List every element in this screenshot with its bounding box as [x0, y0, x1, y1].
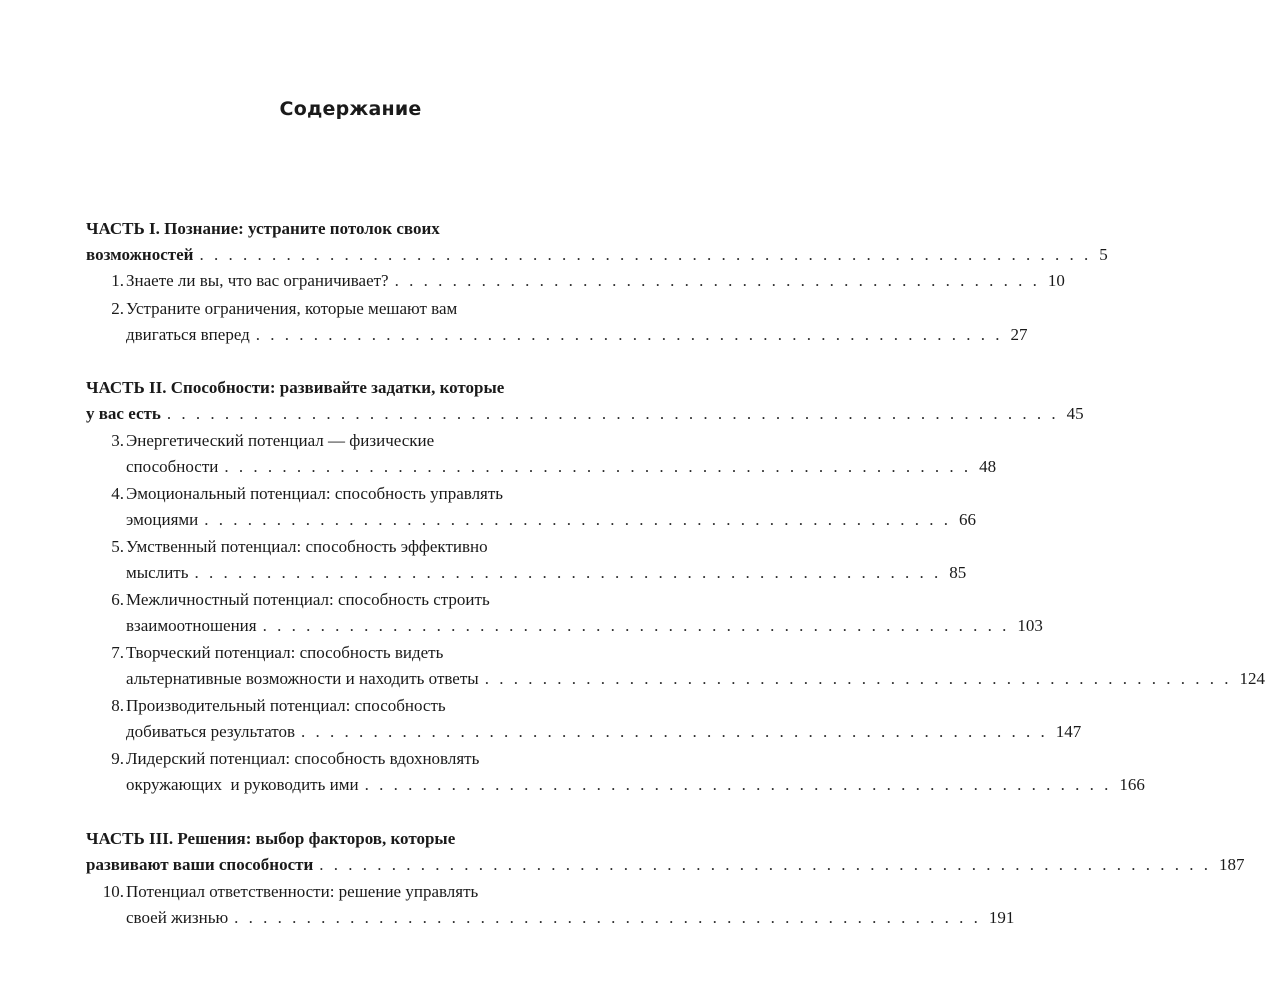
chapter-number: 6.: [111, 590, 124, 609]
page-number: 10: [1047, 271, 1065, 290]
page-number: 187: [1219, 855, 1245, 874]
chapter-number: 2.: [111, 299, 124, 318]
page-title: Содержание: [279, 98, 422, 120]
chapter-title[interactable]: Творческий потенциал: способность видеть: [126, 643, 444, 662]
chapter-number: 3.: [111, 431, 124, 450]
part-1-heading-continued: возможностей: [86, 245, 194, 264]
chapter-number: 4.: [111, 484, 124, 503]
chapter-7-entry[interactable]: [126, 666, 1265, 692]
chapter-title: Знаете ли вы, что вас ограничивает?: [126, 271, 389, 290]
page-number: 66: [959, 510, 977, 529]
chapter-5-entry[interactable]: [126, 560, 967, 586]
leader-dots: . . . . . . . . . . . . . . . . . . . . . . . . . . . . . . . . . . . . . . . . . . . . . . . . . . . . . . . . . . . . . .: [199, 245, 1092, 264]
leader-dots: . . . . . . . . . . . . . . . . . . . . . . . . . . . . . . . . . . . . . . . . . . . . . . . . . . . .: [224, 457, 972, 476]
leader-dots: . . . . . . . . . . . . . . . . . . . . . . . . . . . . . . . . . . . . . . . . . . . . . . . . . . . . . . . . . . . . . .: [166, 404, 1059, 423]
chapter-4-entry[interactable]: [126, 507, 977, 533]
leader-dots: . . . . . . . . . . . . . . . . . . . . . . . . . . . . . . . . . . . . . . . . . . . . . . . . . . . .: [204, 510, 952, 529]
chapter-title[interactable]: Умственный потенциал: способность эффективно: [126, 537, 488, 556]
chapter-title-continued: своей жизнью: [126, 908, 229, 927]
chapter-8-entry[interactable]: [126, 719, 1082, 745]
chapter-title[interactable]: Устраните ограничения, которые мешают вам: [126, 299, 458, 318]
part-3-heading: ЧАСТЬ III. Решения: выбор факторов, которые: [86, 829, 456, 848]
leader-dots: . . . . . . . . . . . . . . . . . . . . . . . . . . . . . . . . . . . . . . . . . . . . . . . . . . . .: [364, 775, 1112, 794]
part-3-entry[interactable]: [86, 852, 1245, 878]
page-number: 147: [1055, 722, 1082, 741]
part-1-entry[interactable]: [86, 242, 1108, 268]
chapter-2-entry[interactable]: [126, 322, 1028, 348]
part-2-heading: ЧАСТЬ II. Способности: развивайте задатки, которые: [86, 378, 505, 397]
chapter-1-entry[interactable]: [126, 268, 1065, 294]
chapter-number: 8.: [111, 696, 124, 715]
leader-dots: . . . . . . . . . . . . . . . . . . . . . . . . . . . . . . . . . . . . . . . . . . . . . . . . . . . .: [194, 563, 942, 582]
part-2-heading-continued: у вас есть: [86, 404, 161, 423]
leader-dots: . . . . . . . . . . . . . . . . . . . . . . . . . . . . . . . . . . . . . . . . . . . . . . . . . . . .: [262, 616, 1010, 635]
page-number: 85: [949, 563, 967, 582]
chapter-number: 5.: [111, 537, 124, 556]
leader-dots: . . . . . . . . . . . . . . . . . . . . . . . . . . . . . . . . . . . . . . . . . . . . . . . . . . . .: [234, 908, 981, 927]
leader-dots: . . . . . . . . . . . . . . . . . . . . . . . . . . . . . . . . . . . . . . . . . . . . . . . . . . . . . . . . . . . . . .: [319, 855, 1212, 874]
page-number: 124: [1239, 669, 1265, 688]
chapter-title[interactable]: Лидерский потенциал: способность вдохновлять: [126, 749, 480, 768]
part-2-entry[interactable]: [86, 401, 1084, 427]
page-number: 45: [1066, 404, 1084, 423]
page-number: 48: [979, 457, 997, 476]
leader-dots: . . . . . . . . . . . . . . . . . . . . . . . . . . . . . . . . . . . . . . . . . . . . . . . . . . . .: [255, 325, 1003, 344]
chapter-3-entry[interactable]: [126, 454, 997, 480]
chapter-title-continued: альтернативные возможности и находить ответы: [126, 669, 479, 688]
part-1-heading: ЧАСТЬ I. Познание: устраните потолок своих: [86, 219, 440, 238]
leader-dots: . . . . . . . . . . . . . . . . . . . . . . . . . . . . . . . . . . . . . . . . . . . . .: [394, 271, 1040, 290]
chapter-title[interactable]: Потенциал ответственности: решение управлять: [126, 882, 479, 901]
leader-dots: . . . . . . . . . . . . . . . . . . . . . . . . . . . . . . . . . . . . . . . . . . . . . . . . . . . .: [484, 669, 1232, 688]
chapter-title-continued: взаимоотношения: [126, 616, 257, 635]
chapter-number: 10.: [102, 882, 124, 901]
chapter-title[interactable]: Производительный потенциал: способность: [126, 696, 446, 715]
chapter-9-entry[interactable]: [126, 772, 1145, 798]
page-number: 27: [1010, 325, 1028, 344]
chapter-title-continued: окружающих и руководить ими: [126, 775, 359, 794]
part-3-heading-continued: развивают ваши способности: [86, 855, 314, 874]
page-number: 166: [1119, 775, 1145, 794]
chapter-title[interactable]: Межличностный потенциал: способность строить: [126, 590, 490, 609]
chapter-title-continued: мыслить: [126, 563, 189, 582]
chapter-title[interactable]: Энергетический потенциал — физические: [126, 431, 435, 450]
page-number: 191: [988, 908, 1015, 927]
chapter-title-continued: добиваться результатов: [126, 722, 296, 741]
chapter-title-continued: эмоциями: [126, 510, 199, 529]
chapter-title-continued: двигаться вперед: [126, 325, 250, 344]
chapter-number: 1.: [111, 271, 124, 290]
page-number: 103: [1017, 616, 1043, 635]
chapter-title-continued: способности: [126, 457, 219, 476]
chapter-number: 9.: [111, 749, 124, 768]
leader-dots: . . . . . . . . . . . . . . . . . . . . . . . . . . . . . . . . . . . . . . . . . . . . . . . . . . . .: [301, 722, 1048, 741]
chapter-number: 7.: [111, 643, 124, 662]
chapter-6-entry[interactable]: [126, 613, 1043, 639]
chapter-10-entry[interactable]: [126, 905, 1015, 931]
page-number: 5: [1099, 245, 1108, 264]
chapter-title[interactable]: Эмоциональный потенциал: способность управлять: [126, 484, 504, 503]
